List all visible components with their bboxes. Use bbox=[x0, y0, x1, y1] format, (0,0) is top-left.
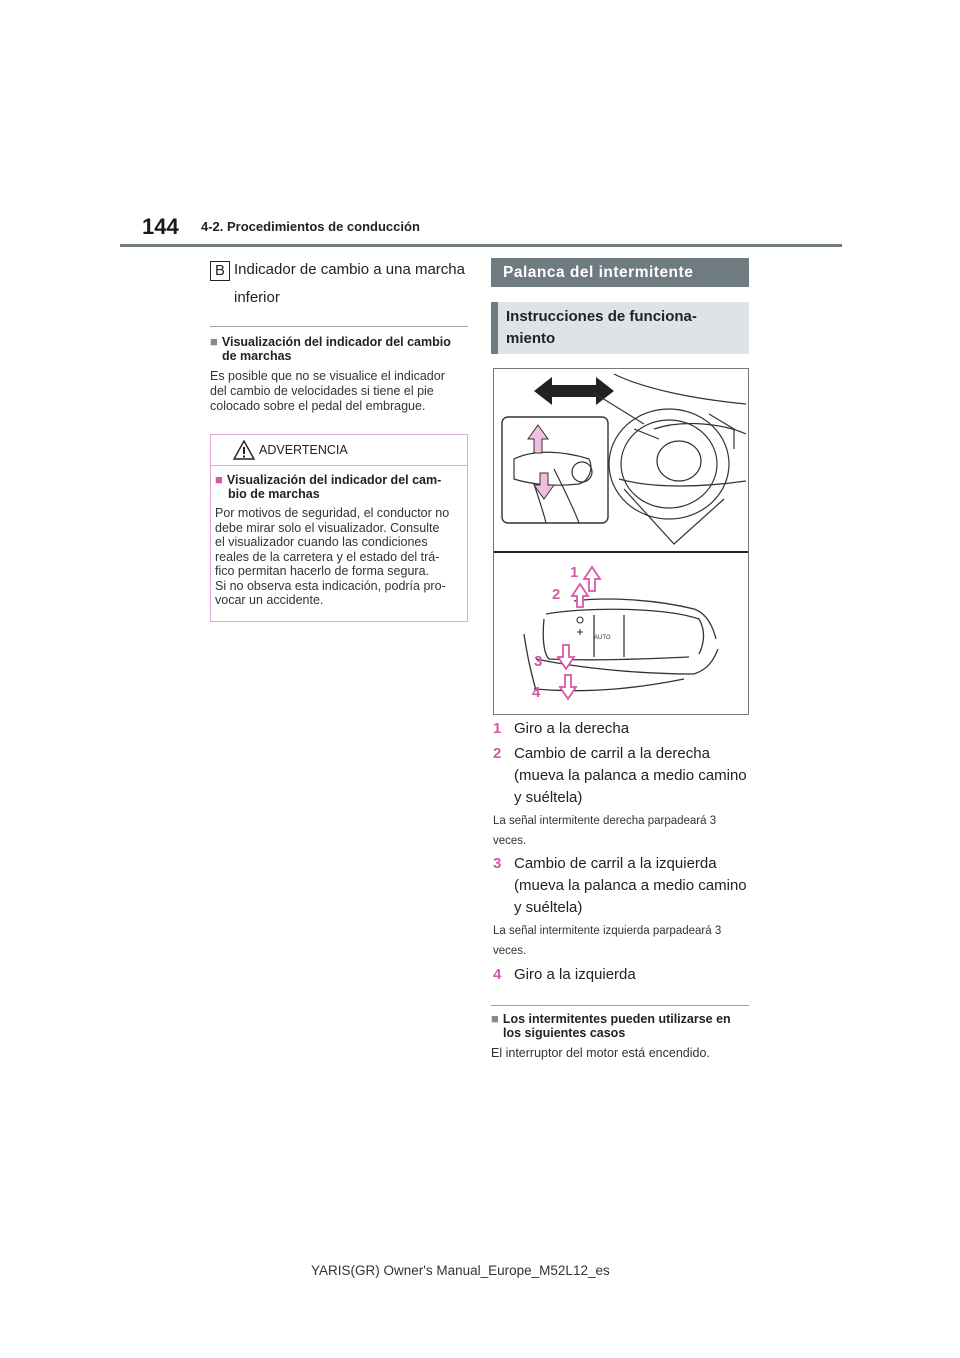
note-rule bbox=[210, 326, 468, 327]
item-3-line3: y suéltela) bbox=[514, 899, 583, 916]
item-number: 4 bbox=[493, 966, 502, 983]
item-3-line2: (mueva la palanca a medio camino bbox=[514, 877, 747, 894]
note3-line1: La señal intermitente izquierda parpadeará 3 bbox=[493, 925, 722, 937]
square-bullet-icon: ■ bbox=[215, 472, 223, 487]
warning-triangle-icon bbox=[233, 440, 255, 460]
subsection-title-line1: Instrucciones de funciona- bbox=[506, 308, 697, 325]
warning-line: el visualizador cuando las condiciones bbox=[215, 535, 428, 549]
warning-title bbox=[215, 472, 441, 488]
warning-line: vocar un accidente. bbox=[215, 593, 324, 607]
list-item bbox=[493, 855, 501, 872]
auto-label: AUTO bbox=[594, 635, 611, 641]
warning-line: Por motivos de seguridad, el conductor no bbox=[215, 506, 450, 520]
warning-title-line2: bio de marchas bbox=[228, 487, 320, 501]
bottom-note-title-line1: Los intermitentes pueden utilizarse en bbox=[502, 1012, 731, 1026]
label-b: B bbox=[210, 261, 230, 281]
note-title-line2: de marchas bbox=[222, 349, 292, 363]
item-number: 2 bbox=[493, 745, 502, 762]
warning-line: Si no observa esta indicación, podría pro- bbox=[215, 578, 446, 593]
square-bullet-icon: ■ bbox=[491, 1011, 499, 1026]
note-title bbox=[210, 334, 451, 350]
item-b-line1: Indicador de cambio a una marcha bbox=[234, 261, 465, 278]
list-item bbox=[493, 720, 501, 737]
note-title-line1: Visualización del indicador del cambio bbox=[221, 335, 451, 349]
list-item bbox=[493, 745, 501, 762]
callout-4: 4 bbox=[532, 684, 541, 701]
callout-2: 2 bbox=[552, 586, 561, 603]
square-bullet-icon: ■ bbox=[210, 334, 218, 349]
header-rule bbox=[120, 244, 842, 247]
item-2-line2: (mueva la palanca a medio camino bbox=[514, 767, 747, 784]
warning-line: fico permitan hacerlo de forma segura. bbox=[215, 564, 429, 578]
item-2-line3: y suéltela) bbox=[514, 789, 583, 806]
note-body-line1: Es posible que no se visualice el indicador bbox=[210, 369, 445, 383]
turn-signal-figure bbox=[493, 368, 749, 715]
item-b-line2: inferior bbox=[234, 289, 280, 306]
note-body-line3: colocado sobre el pedal del embrague. bbox=[210, 399, 426, 413]
list-item bbox=[493, 966, 501, 983]
warning-title-line1: Visualización del indicador del cam- bbox=[226, 473, 442, 487]
item-4-text: Giro a la izquierda bbox=[514, 966, 636, 983]
section-title-band: Palanca del intermitente bbox=[491, 258, 749, 287]
item-1-text: Giro a la derecha bbox=[514, 720, 630, 737]
subsection-title-band bbox=[491, 302, 749, 354]
note2-line1: La señal intermitente derecha parpadeará 3 bbox=[493, 815, 717, 827]
note3-line2: veces. bbox=[493, 945, 527, 957]
item-number: 3 bbox=[493, 855, 502, 872]
warning-body bbox=[215, 506, 449, 608]
warning-box bbox=[210, 434, 468, 622]
page-number: 144 bbox=[142, 214, 179, 239]
lever-illustration bbox=[494, 369, 748, 714]
warning-heading: ADVERTENCIA bbox=[259, 443, 348, 457]
bottom-note-title-line2: los siguientes casos bbox=[503, 1026, 626, 1040]
warning-line: reales de la carretera y el estado del trá- bbox=[215, 549, 440, 564]
bottom-note-title bbox=[491, 1011, 731, 1027]
warning-line: debe mirar solo el visualizador. Consulte bbox=[215, 520, 440, 535]
bottom-note-rule bbox=[491, 1005, 749, 1006]
item-number: 1 bbox=[493, 720, 502, 737]
subsection-title-line2: miento bbox=[506, 330, 556, 347]
footer-text: YARIS(GR) Owner's Manual_Europe_M52L12_es bbox=[311, 1263, 610, 1278]
section-heading: 4-2. Procedimientos de conducción bbox=[201, 219, 420, 234]
note2-line2: veces. bbox=[493, 835, 527, 847]
callout-1: 1 bbox=[570, 564, 579, 581]
bottom-note-body: El interruptor del motor está encendido. bbox=[491, 1046, 710, 1060]
callout-3: 3 bbox=[534, 653, 543, 670]
item-3-line1: Cambio de carril a la izquierda bbox=[514, 855, 717, 872]
item-2-line1: Cambio de carril a la derecha bbox=[514, 745, 710, 762]
warning-header bbox=[211, 435, 467, 466]
note-body-line2: del cambio de velocidades si tiene el pie bbox=[210, 384, 434, 398]
